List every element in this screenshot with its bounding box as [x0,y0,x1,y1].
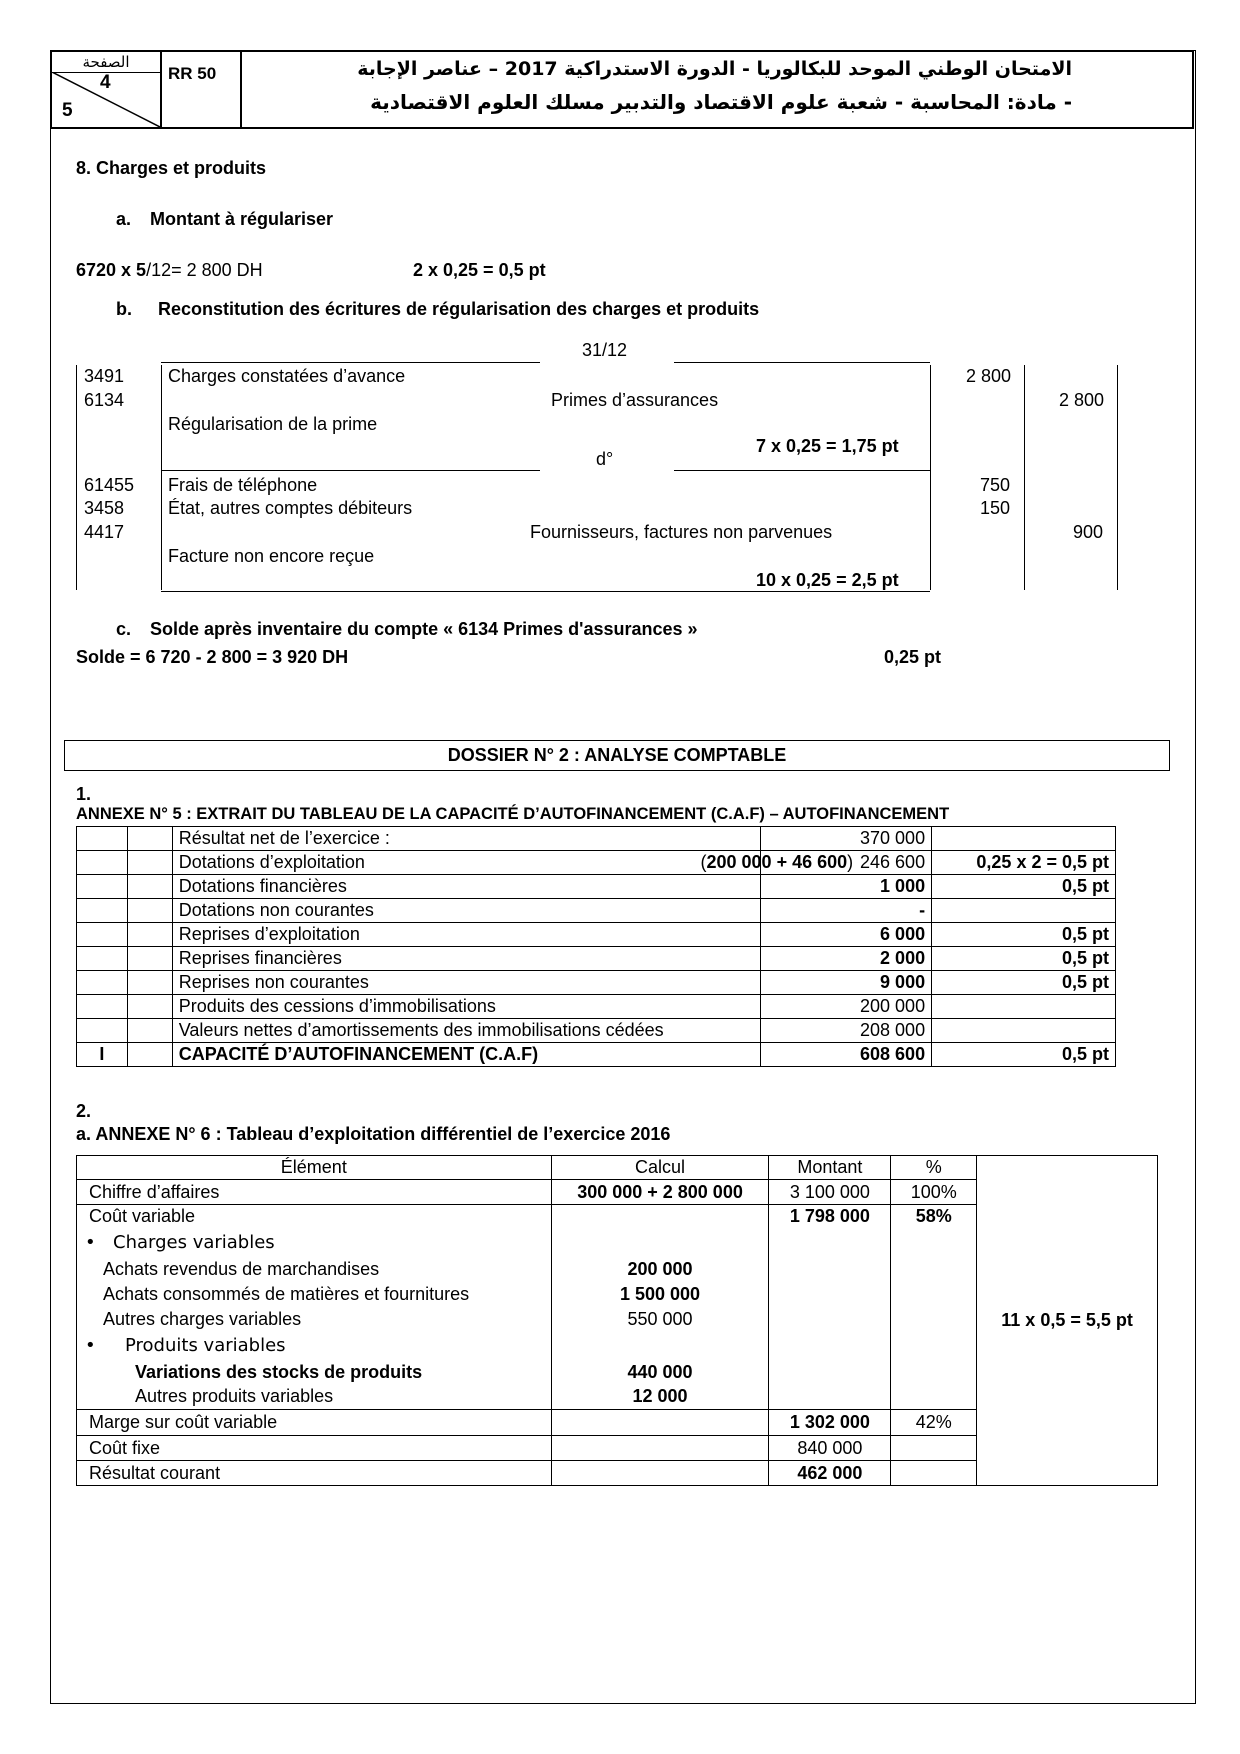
dossier2-title: DOSSIER N° 2 : ANALYSE COMPTABLE [447,745,787,765]
solde-line: Solde = 6 720 - 2 800 = 3 920 DH [76,647,349,667]
caf-points [932,827,1116,851]
header-title-line2: - مادة: المحاسبة - شعبة علوم الاقتصاد والتدبير مسلك العلوم الاقتصادية [370,90,1072,114]
caf-label: Produits des cessions d’immobilisations [172,995,761,1019]
caf-row [77,923,1116,947]
caf-amount: 608 600 [761,1043,932,1067]
page-total: 5 [62,100,73,121]
caf-label: Reprises non courantes [172,971,761,995]
diff-label: Autres produits variables [77,1385,552,1410]
caf-amount: 2 000 [761,947,932,971]
caf-row [77,995,1116,1019]
diff-montant: 3 100 000 [769,1180,891,1205]
entry2-debit-amount2: 150 [980,498,1011,518]
caf-amount: 200 000 [761,995,932,1019]
caf-points: 0,5 pt [932,875,1116,899]
diff-label: Coût fixe [77,1436,552,1461]
diff-calc: 200 000 [551,1257,769,1282]
caf-label: CAPACITÉ D’AUTOFINANCEMENT (C.A.F) [172,1043,761,1067]
diff-bullet-label: Charges variables [113,1232,275,1253]
calc-points: 2 x 0,25 = 0,5 pt [413,260,546,280]
entry1-credit-label: Primes d’assurances [551,390,719,410]
caf-row [77,827,1116,851]
diff-montant: 462 000 [769,1461,891,1486]
entry2-memo: Facture non encore reçue [168,546,375,566]
page-current: 4 [100,72,111,93]
diff-calc: 12 000 [551,1385,769,1410]
question-2: 2. [76,1101,92,1121]
diff-calc: 1 500 000 [551,1282,769,1307]
bullet-icon: • [85,1232,96,1253]
caf-points [932,899,1116,923]
caf-label: Dotations financières [172,875,761,899]
caf-points: 0,5 pt [932,971,1116,995]
caf-table [76,826,1116,1067]
bullet-icon: • [85,1335,96,1356]
diff-label: Marge sur coût variable [77,1410,552,1436]
differential-table [76,1155,1158,1486]
caf-points: 0,5 pt [932,947,1116,971]
caf-amount: - [761,899,932,923]
entry2-debit-label2: État, autres comptes débiteurs [168,498,413,518]
caf-label: Dotations d’exploitation [178,852,365,872]
section8a-label: a. [116,209,132,229]
entry1-debit-amount: 2 800 [966,366,1012,386]
code-box [162,52,242,127]
section8c-label: c. [116,619,132,639]
section8b-title: Reconstitution des écritures de régularisation des charges et produits [158,299,760,319]
diff-header: Montant [769,1156,891,1180]
diff-header-row [77,1156,1158,1180]
entry1-memo: Régularisation de la prime [168,414,378,434]
annexe5-title: ANNEXE N° 5 : EXTRAIT DU TABLEAU DE LA CAPACITÉ D’AUTOFINANCEMENT (C.A.F) – AUTOFINANCEMENT [76,805,950,823]
entry1-debit-label: Charges constatées d’avance [168,366,406,386]
journal-ditto: d° [596,449,614,469]
diff-montant: 840 000 [769,1436,891,1461]
diff-montant: 1 302 000 [769,1410,891,1436]
caf-label-cell [172,851,854,875]
caf-total-row [77,1043,1116,1067]
caf-amount: 246 600 [761,851,932,875]
caf-label: Résultat net de l’exercice : [172,827,761,851]
section8b-label: b. [116,299,132,319]
diff-label: Résultat courant [77,1461,552,1486]
caf-points [932,995,1116,1019]
diff-bullet-cell [77,1229,552,1257]
header-title-line1: الامتحان الوطني الموحد للبكالوريا - الدورة الاستدراكية 2017 – عناصر الإجابة [357,58,1072,80]
diff-calc: 550 000 [551,1307,769,1332]
caf-points [932,1019,1116,1043]
diff-header: % [891,1156,977,1180]
caf-amount: 6 000 [761,923,932,947]
diff-pct: 100% [891,1180,977,1205]
diff-montant: 1 798 000 [769,1205,891,1229]
diff-label: Achats consommés de matières et fournitures [77,1282,552,1307]
exam-code: RR 50 [168,64,217,83]
section8c-title: Solde après inventaire du compte « 6134 Primes d'assurances » [150,619,698,639]
page-label: الصفحة [52,52,160,73]
caf-amount: 1 000 [761,875,932,899]
caf-label: Dotations non courantes [172,899,761,923]
caf-row [77,899,1116,923]
caf-row [77,851,1116,875]
entry2-points: 10 x 0,25 = 2,5 pt [756,570,899,590]
caf-label: Reprises d’exploitation [172,923,761,947]
entry2-debit-account2: 3458 [84,498,125,518]
caf-points: 0,25 x 2 = 0,5 pt [932,851,1116,875]
caf-points: 0,5 pt [932,1043,1116,1067]
diff-header: Calcul [551,1156,769,1180]
entry1-points: 7 x 0,25 = 1,75 pt [756,436,899,456]
diff-label: Chiffre d’affaires [77,1180,552,1205]
caf-amount: 9 000 [761,971,932,995]
diff-label: Coût variable [77,1205,552,1229]
diff-pct: 42% [891,1410,977,1436]
diff-calc: 300 000 + 2 800 000 [551,1180,769,1205]
exam-header [50,50,1194,129]
diff-bullet-label: Produits variables [125,1335,286,1356]
diff-points: 11 x 0,5 = 5,5 pt [977,1156,1158,1486]
entry2-debit-amount1: 750 [980,475,1011,495]
diff-label: Variations des stocks de produits [77,1360,552,1385]
entry2-credit-account: 4417 [84,522,125,542]
caf-row [77,1019,1116,1043]
dossier2-title-box [64,740,1170,771]
entry1-credit-account: 6134 [84,390,125,410]
diff-header: Élément [77,1156,552,1180]
diff-label: Autres charges variables [77,1307,552,1332]
section8-title: 8. Charges et produits [76,158,267,178]
entry2-credit-label: Fournisseurs, factures non parvenues [530,522,833,542]
calc-line [76,260,263,281]
caf-row [77,875,1116,899]
journal-date: 31/12 [582,340,628,360]
calc-rest: /12= 2 800 DH [146,260,263,280]
diff-pct: 58% [891,1205,977,1229]
entry2-debit-account1: 61455 [84,475,135,495]
entry1-credit-amount: 2 800 [1059,390,1105,410]
entry2-debit-label1: Frais de téléphone [168,475,318,495]
caf-detail: (200 000 + 46 600) [700,852,854,872]
caf-points: 0,5 pt [932,923,1116,947]
caf-amount: 208 000 [761,1019,932,1043]
diff-calc: 440 000 [551,1360,769,1385]
solde-points: 0,25 pt [884,647,942,667]
caf-label: Reprises financières [172,947,761,971]
caf-row [77,947,1116,971]
diff-bullet-cell [77,1332,552,1360]
caf-amount: 370 000 [761,827,932,851]
entry1-debit-account: 3491 [84,366,125,386]
caf-marker: I [77,1043,128,1067]
entry2-credit-amount: 900 [1073,522,1104,542]
caf-row [77,971,1116,995]
diff-label: Achats revendus de marchandises [77,1257,552,1282]
caf-label: Valeurs nettes d’amortissements des immobilisations cédées [172,1019,761,1043]
question-1: 1. [76,784,92,804]
calc-bold: 6720 x 5 [76,260,147,280]
page-number-box [52,52,162,127]
annexe6-title: a. ANNEXE N° 6 : Tableau d’exploitation différentiel de l’exercice 2016 [76,1124,671,1144]
section8a-title: Montant à régulariser [150,209,334,229]
